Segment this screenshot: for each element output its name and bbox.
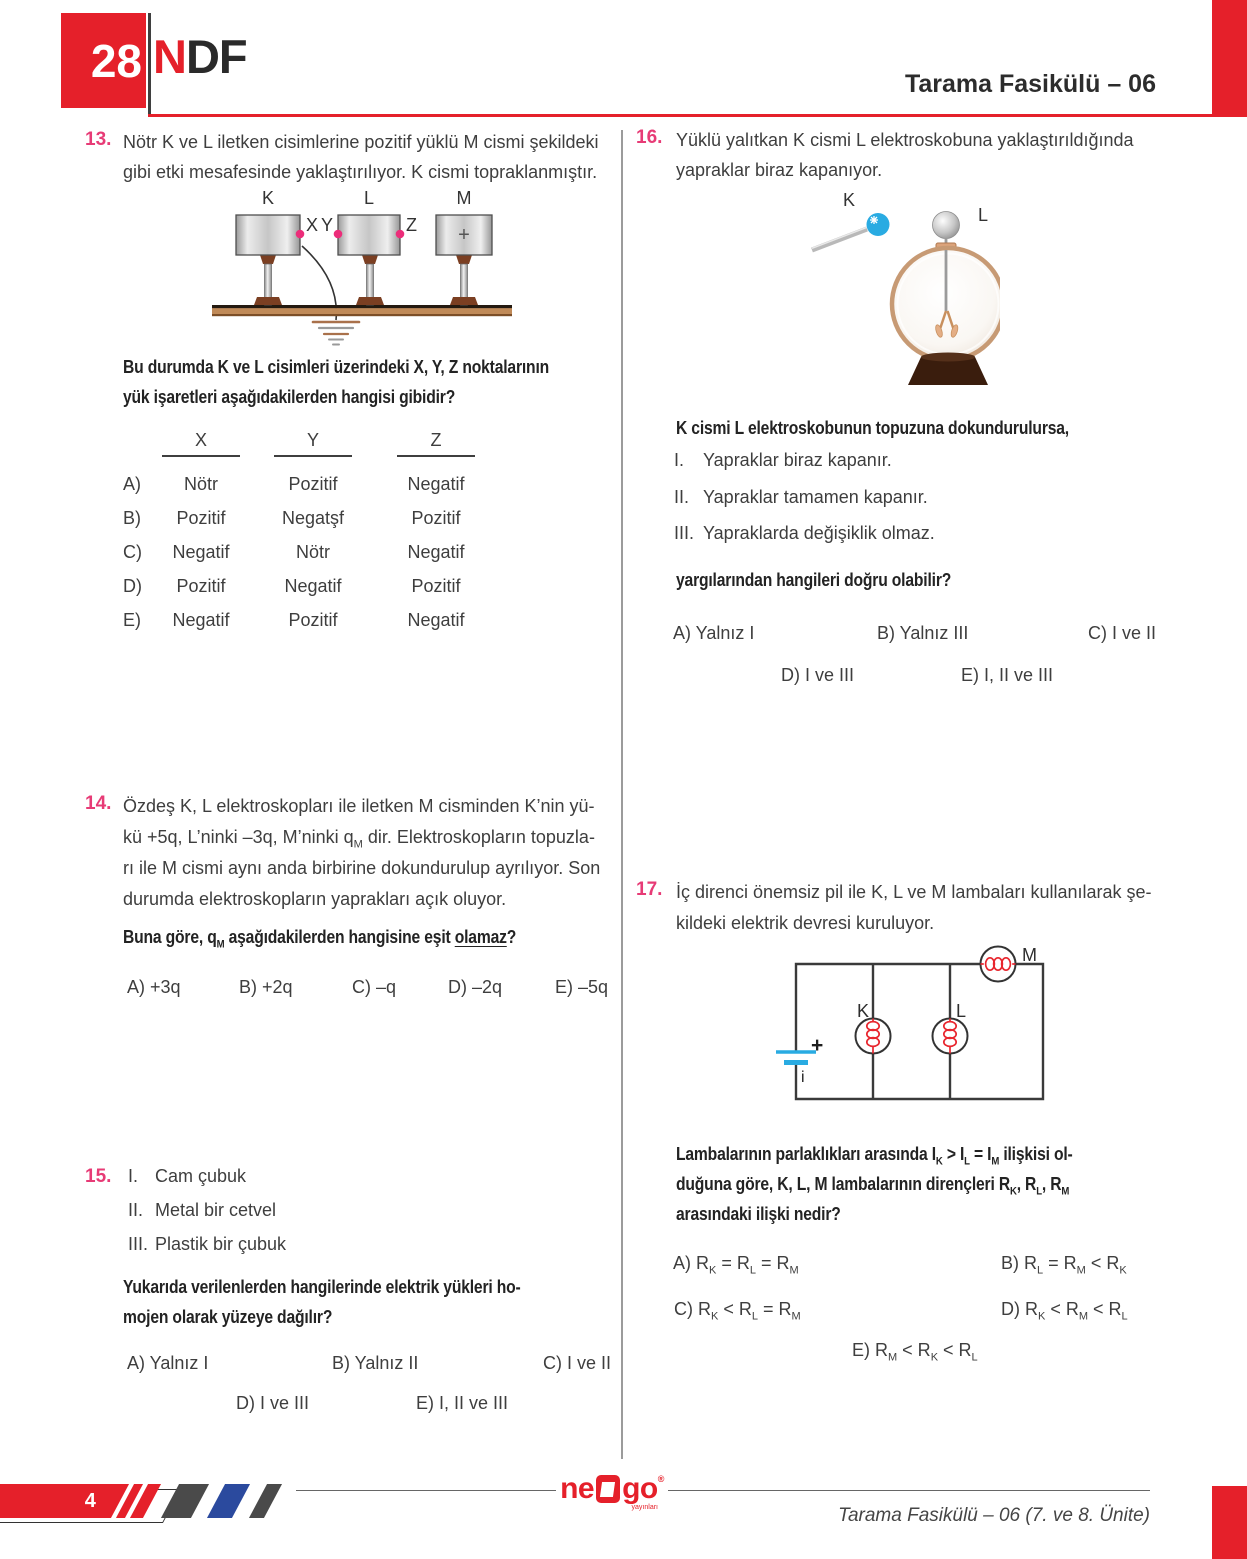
list-item-2: II. Metal bir cetvel <box>128 1200 277 1220</box>
electroscope-diagram <box>800 192 1000 387</box>
q13-answer-table <box>123 430 495 637</box>
page-number: 4 <box>84 1489 96 1512</box>
table-row: E) Negatif Pozitif Negatif <box>123 609 465 630</box>
list-item-3: III. Yapraklarda değişiklik olmaz. <box>674 523 935 543</box>
footer-stripe-gray-small <box>249 1484 282 1518</box>
label-k: K <box>261 188 275 208</box>
table-row: A) Nötr Pozitif Negatif <box>123 473 465 494</box>
brand-logo <box>153 30 247 83</box>
plus-charge-icon: + <box>458 224 470 246</box>
option-a: A) $R_K = R_L = R_M$ <box>673 1253 799 1277</box>
list-item-1: I. Yapraklar biraz kapanır. <box>674 450 892 470</box>
column-divider <box>621 130 623 1477</box>
option-e: E) –5q <box>555 977 609 997</box>
point-z-dot <box>396 230 405 239</box>
charged-body-m <box>436 215 492 305</box>
footer-rule <box>296 1490 1150 1491</box>
circuit-wires <box>796 964 1043 1099</box>
question-16-statement: K cismi L elektroskobunun topuzuna dokundurulursa, <box>676 418 1069 438</box>
label-m: M <box>456 188 472 208</box>
question-17-stem: Lambalarının parlaklıkları arasında $I_K > I_L = I_M$ ilişkisi ol- duğuna göre, K, L, M lambalarının dirençleri $R_K$, $R_L$, $R_M$ arasındaki ilişki nedir? <box>676 1144 1073 1224</box>
option-d: D) I ve III <box>236 1393 310 1413</box>
charged-rod-k <box>812 213 890 250</box>
label-l: L <box>956 1001 967 1021</box>
battery-plus-label: + <box>811 1034 824 1057</box>
column-header-z: Z <box>397 430 475 457</box>
question-13-number: 13. <box>85 129 112 150</box>
unit-number: 28 <box>90 34 142 87</box>
point-x-dot <box>296 230 305 239</box>
logo-subtext: yayınları <box>631 1503 658 1511</box>
table-row: C) Negatif Nötr Negatif <box>123 541 465 562</box>
table-row: B) Pozitif Negatşf Pozitif <box>123 507 461 528</box>
label-l: L <box>363 188 375 208</box>
electroscope-body <box>892 212 1000 386</box>
label-z: Z <box>406 215 417 235</box>
label-x: X <box>306 215 319 235</box>
table-row: D) Pozitif Negatif Pozitif <box>123 575 461 596</box>
conductor-k <box>236 215 300 305</box>
option-c: C) I ve II <box>1088 623 1157 643</box>
question-17-number: 17. <box>636 879 663 900</box>
label-l: L <box>978 205 989 225</box>
option-b: B) +2q <box>239 977 293 997</box>
question-16-text: Yüklü yalıtkan K cismi L elektroskobuna yaklaştırıldığında yapraklar biraz kapanıyor. <box>676 130 1134 180</box>
label-y: Y <box>320 215 333 235</box>
option-b: B) Yalnız II <box>332 1353 419 1373</box>
registered-mark: ® <box>657 1473 664 1484</box>
point-y-dot <box>334 230 343 239</box>
option-e: E) $R_M < R_K < R_L$ <box>852 1340 978 1364</box>
question-15-stem: Yukarıda verilenlerden hangilerinde elektrik yükleri ho- mojen olarak yüzeye dağılır? <box>123 1277 521 1327</box>
table-header-row <box>123 430 495 457</box>
logo-text-ne: ne <box>560 1471 595 1505</box>
option-e: E) I, II ve III <box>416 1393 509 1413</box>
list-item-2: II. Yapraklar tamamen kapanır. <box>674 487 928 507</box>
battery-icon <box>776 1052 816 1063</box>
footer-issue-text: Tarama Fasikülü – 06 (7. ve 8. Ünite) <box>838 1505 1150 1526</box>
option-b: B) $R_L = R_M < R_K$ <box>1001 1253 1127 1277</box>
label-m: M <box>1022 945 1037 965</box>
charged-ball-icon <box>867 213 890 236</box>
sparkle-icon <box>870 216 878 224</box>
option-e: E) I, II ve III <box>961 665 1054 685</box>
grounded-conductors-diagram <box>202 188 522 353</box>
question-13-stem: Bu durumda K ve L cisimleri üzerindeki X, Y, Z noktalarının yük işaretleri aşağıdakilerden hangisi gibidir? <box>123 357 550 407</box>
question-16-stem: yargılarından hangileri doğru olabilir? <box>676 570 952 590</box>
question-16-number: 16. <box>636 127 663 148</box>
electroscope-knob <box>933 212 960 239</box>
option-a: A) Yalnız I <box>673 623 755 643</box>
question-14-number: 14. <box>85 793 112 814</box>
option-a: A) Yalnız I <box>127 1353 209 1373</box>
question-14-text: Özdeş K, L elektroskopları ile iletken M cisminden K’nin yü- kü +5q, L’ninki –3q, M’ninki $q_M$ dir. Elektroskopların topuzla- rı ile M cismi aynı anda birbirine dokundurulup ayrılıyor. Son durumda elektroskopların yaprakları açık oluyor. <box>123 796 601 909</box>
column-header-y: Y <box>274 430 352 457</box>
option-c: C) I ve II <box>543 1353 612 1373</box>
brand-letter-n: N <box>153 30 186 83</box>
lamp-m-icon <box>981 947 1016 982</box>
question-14-stem: Buna göre, $q_M$ aşağıdakilerden hangisine eşit olamaz? <box>123 927 517 951</box>
question-17-text: İç direnci önemsiz pil ile K, L ve M lambaları kullanılarak şe- kildeki elektrik devresi kuruluyor. <box>676 882 1152 933</box>
conductor-l <box>338 215 400 305</box>
battery-current-label: i <box>801 1069 805 1086</box>
option-b: B) Yalnız III <box>877 623 969 643</box>
label-k: K <box>842 192 856 210</box>
circuit-diagram <box>770 940 1060 1110</box>
label-k: K <box>856 1001 869 1021</box>
option-c: C) –q <box>352 977 397 997</box>
publisher-logo <box>556 1459 668 1523</box>
option-d: D) I ve III <box>781 665 855 685</box>
header-rule <box>148 114 1247 117</box>
option-d: D) $R_K < R_M < R_L$ <box>1001 1299 1128 1323</box>
header-corner-bar <box>1212 0 1247 117</box>
list-item-3: III. Plastik bir çubuk <box>128 1234 287 1254</box>
lamp-k-icon <box>856 1019 891 1054</box>
logo-book-icon <box>596 1475 620 1503</box>
option-c: C) $R_K < R_L = R_M$ <box>674 1299 801 1323</box>
page-title: Tarama Fasikülü – 06 <box>904 70 1156 98</box>
option-d: D) –2q <box>448 977 503 997</box>
footer-corner-bar <box>1212 1486 1247 1559</box>
table-surface <box>212 305 512 316</box>
question-15-number: 15. <box>85 1166 112 1187</box>
list-item-1: I. Cam çubuk <box>128 1166 247 1186</box>
earth-ground-icon <box>313 322 359 345</box>
column-header-x: X <box>162 430 240 457</box>
unit-number-badge <box>61 13 146 108</box>
header-divider-line <box>148 13 151 115</box>
option-a: A) +3q <box>127 977 181 997</box>
footer-stripe-blue <box>207 1484 250 1518</box>
question-13-text: Nötr K ve L iletken cisimlerine pozitif yüklü M cismi şekildeki gibi etki mesafesinde yaklaştırılıyor. K cismi topraklanmıştır. <box>123 132 599 182</box>
logo-text-go: go <box>622 1471 658 1505</box>
lamp-l-icon <box>933 1019 968 1054</box>
brand-letters-df: DF <box>185 30 247 83</box>
